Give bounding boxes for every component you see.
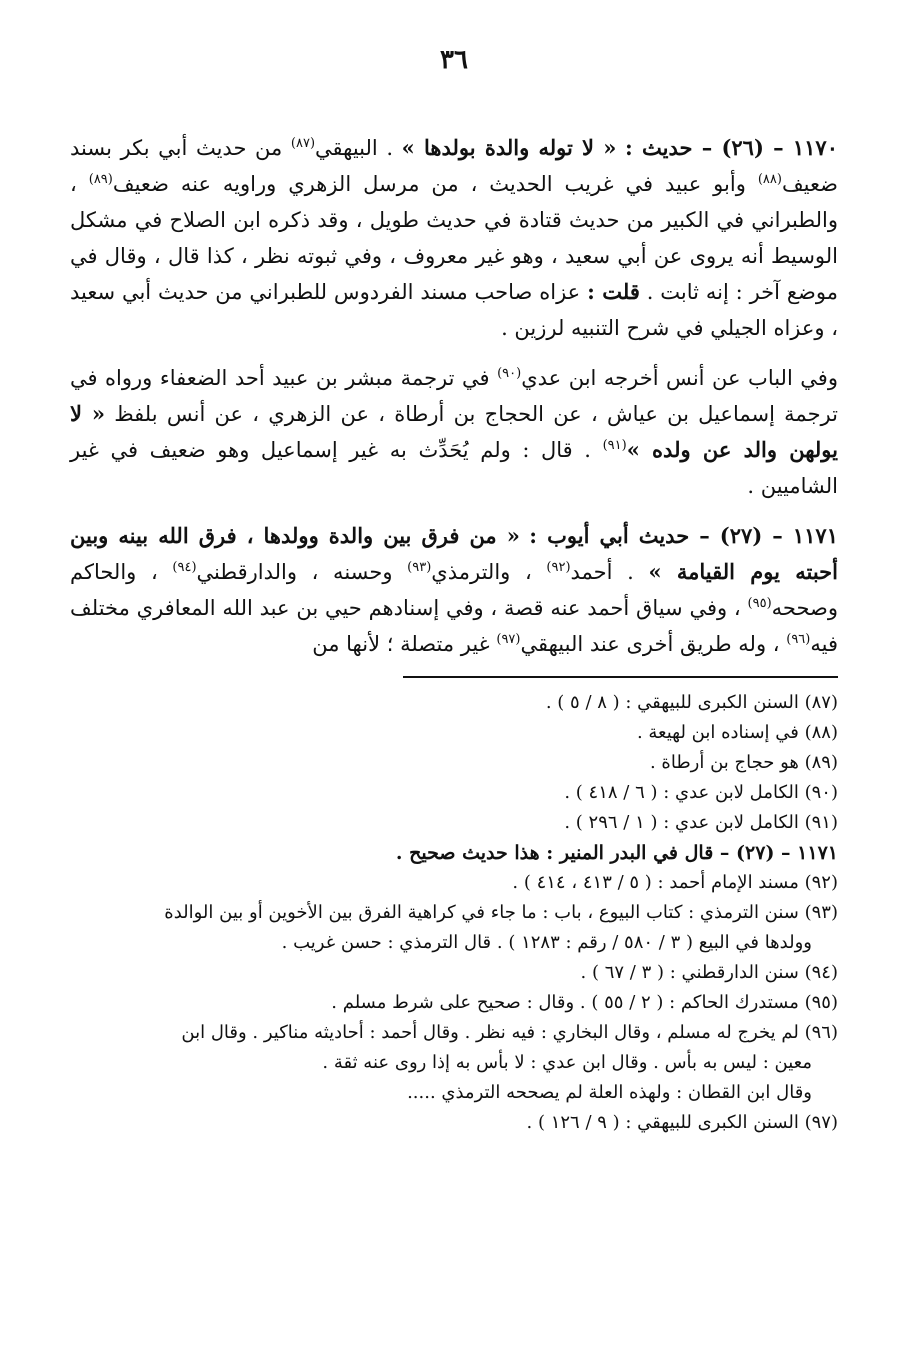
footnote-ref: (٨٧) — [290, 136, 316, 151]
hadith-number: ١١٧١ – (٢٧) – حديث أبي أيوب : — [529, 523, 838, 548]
text-segment: غير متصلة ؛ لأنها من — [312, 632, 490, 656]
footnote-line: (٩٢) مسند الإمام أحمد : ( ٥ / ٤١٣ ، ٤١٤ ) . — [512, 872, 838, 893]
hadith-quote: « لا توله والدة بولدها » — [401, 135, 617, 160]
footnote-line: (٨٨) في إسناده ابن لهيعة . — [636, 722, 838, 743]
text-segment: وأبو عبيد في غريب الحديث ، من مرسل الزهري وراويه عنه ضعيف — [112, 172, 746, 196]
footnote-line: (٨٩) هو حجاج بن أرطاة . — [649, 752, 838, 773]
text-segment: ، والطبراني في الكبير من حديث قتادة في حديث طويل ، وقد ذكره ابن الصلاح في مشكل الوسيط أنه يروى عن أبي سعيد ، وهو غير معروف ، وفي ثبوته نظر ، كذا قال ، وقال في موضع آخر : إنه ثابت . — [70, 172, 838, 304]
book-page — [70, 40, 838, 1323]
footnote-line: (٩٦) لم يخرج له مسلم ، وقال البخاري : فيه نظر . وقال أحمد : أحاديثه مناكير . وقال ابن — [181, 1022, 838, 1043]
text-segment: ، والترمذي — [431, 560, 532, 584]
text-segment: . قال : ولم يُحَدِّث به غير إسماعيل وهو ضعيف في غير الشاميين . — [70, 438, 838, 498]
footnote-line: (٩٣) سنن الترمذي : كتاب البيوع ، باب : ما جاء في كراهية الفرق بين الأخوين أو بين الوالدة — [164, 902, 838, 923]
footnote-ref: (٨٩) — [88, 172, 113, 187]
footnote-ref: (٨٨) — [757, 172, 782, 187]
text-segment: عزاه صاحب مسند الفردوس للطبراني من حديث أبي سعيد ، وعزاه الجيلي في شرح التنبيه لرزين . — [70, 280, 838, 340]
footnote-ref: (٩٢) — [546, 560, 571, 575]
hadith-number: ١١٧٠ – (٢٦) – حديث : — [625, 135, 838, 160]
footnote-ref: (٩٥) — [747, 596, 772, 611]
text-segment: . أحمد — [570, 560, 634, 584]
footnote-continuation: معين : ليس به بأس . وقال ابن عدي : لا بأس به إذا روى عنه ثقة . — [322, 1052, 812, 1073]
qult-label: قلت : — [587, 279, 640, 304]
footnote-ref: (٩٤) — [172, 560, 197, 575]
hadith-1170-paragraph — [70, 130, 838, 346]
footnote-line: (٩١) الكامل لابن عدي : ( ١ / ٢٩٦ ) . — [564, 812, 838, 833]
footnote-line: (٩٤) سنن الدارقطني : ( ٣ / ٦٧ ) . — [580, 962, 838, 983]
footnote-ref: (٩٣) — [407, 560, 432, 575]
footnote-line: (٩٥) مستدرك الحاكم : ( ٢ / ٥٥ ) . وقال : صحيح على شرط مسلم . — [331, 992, 838, 1013]
main-text — [70, 130, 838, 662]
footnote-hadith-grading: ١١٧١ – (٢٧) – قال في البدر المنير : هذا حديث صحيح . — [395, 842, 838, 864]
footnotes-section — [70, 688, 838, 1138]
hadith-quote: « لا يولهن والد عن ولده » — [70, 401, 838, 462]
footnote-line: (٩٠) الكامل لابن عدي : ( ٦ / ٤١٨ ) . — [564, 782, 838, 803]
footnote-ref: (٩٠) — [497, 366, 522, 381]
text-segment: ، وله طريق أخرى عند البيهقي — [520, 632, 780, 656]
text-segment: من حديث أبي بكر بسند ضعيف — [70, 136, 838, 196]
footnote-ref: (٩٧) — [496, 632, 521, 647]
hadith-quote: « من فرق بين والدة وولدها ، فرق الله بينه وبين أحبته يوم القيامة » — [70, 523, 838, 584]
footnote-continuation: وولدها في البيع ( ٣ / ٥٨٠ / رقم : ١٢٨٣ ) . قال الترمذي : حسن غريب . — [281, 932, 812, 953]
text-segment: ، وفي سياق أحمد عنه قصة ، وفي إسنادهم حيي بن عبد الله المعافري مختلف فيه — [70, 596, 838, 656]
text-segment: في ترجمة مبشر بن عبيد أحد الضعفاء ورواه في ترجمة إسماعيل بن عياش ، عن الحجاج بن أرطاة ، عن الزهري ، عن أنس بلفظ — [70, 366, 838, 426]
footnote-divider — [403, 676, 838, 678]
hadith-1171-paragraph — [70, 518, 838, 662]
footnote-line: (٩٧) السنن الكبرى للبيهقي : ( ٩ / ١٢٦ ) . — [526, 1112, 838, 1133]
text-segment: وحسنه ، والدارقطني — [196, 560, 393, 584]
text-segment: وفي الباب عن أنس أخرجه ابن عدي — [521, 366, 838, 390]
text-segment: . البيهقي — [315, 136, 394, 160]
footnote-line: (٨٧) السنن الكبرى للبيهقي : ( ٨ / ٥ ) . — [545, 692, 838, 713]
anas-paragraph — [70, 360, 838, 504]
text-segment: ، والحاكم وصححه — [70, 560, 838, 620]
page-number: ٣٦ — [440, 45, 468, 75]
footnote-ref: (٩١) — [602, 438, 627, 453]
footnote-ref: (٩٦) — [786, 632, 811, 647]
footnote-continuation: وقال ابن القطان : ولهذه العلة لم يصححه الترمذي ..... — [407, 1082, 812, 1103]
